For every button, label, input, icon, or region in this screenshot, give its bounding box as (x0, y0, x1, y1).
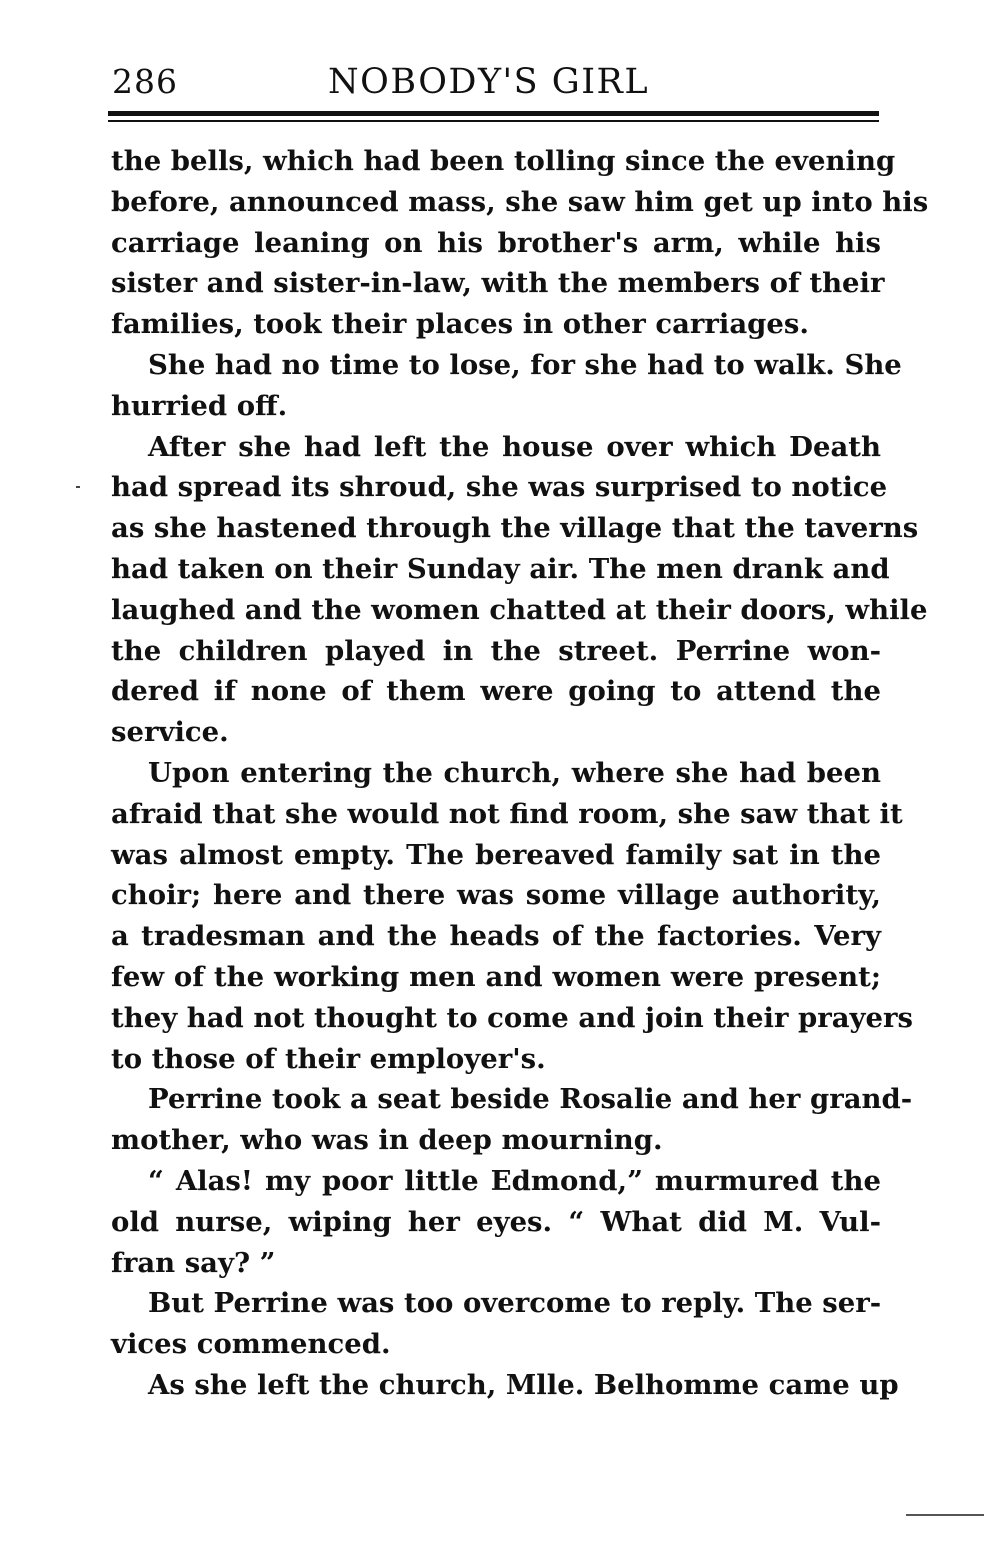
text-line: “ Alas! my poor little Edmond,” murmured the (148, 1164, 881, 1197)
text-line: the bells, which had been tolling since the evening (111, 145, 896, 177)
running-head-title: NOBODY'S GIRL (328, 62, 650, 102)
text-line: had taken on their Sunday air. The men drank and (111, 552, 890, 585)
text-line: had spread its shroud, she was surprised to notice (111, 471, 888, 504)
text-line: few of the working men and women were present; (111, 960, 881, 993)
text-line: dered if none of them were going to attend the (111, 675, 881, 708)
text-line: as she hastened through the village that the taverns (111, 512, 919, 545)
text-line: But Perrine was too overcome to reply. The ser- (148, 1287, 882, 1320)
text-line: choir; here and there was some village authority, (111, 879, 881, 912)
text-line: carriage leaning on his brother's arm, while his (111, 226, 881, 259)
text-line: before, announced mass, she saw him get up into his (111, 185, 929, 218)
text-line: afraid that she would not find room, she saw that it (111, 797, 903, 830)
page-number: 286 (112, 62, 178, 101)
text-line: She had no time to lose, for she had to walk. She (148, 348, 902, 381)
text-line: service. (111, 716, 229, 749)
text-line: a tradesman and the heads of the factories. Very (111, 920, 881, 953)
text-line: families, took their places in other carriages. (111, 308, 809, 341)
text-line: laughed and the women chatted at their doors, while (111, 593, 928, 626)
text-line: Perrine took a seat beside Rosalie and her grand- (148, 1083, 913, 1116)
text-line: As she left the church, Mlle. Belhomme came up (148, 1368, 899, 1401)
margin-speck (76, 486, 80, 488)
bottom-edge-mark (906, 1514, 984, 1516)
text-line: the children played in the street. Perrine won- (111, 634, 881, 667)
text-line: Upon entering the church, where she had been (148, 756, 881, 789)
text-line: sister and sister-in-law, with the members of their (111, 267, 885, 300)
body-text (111, 141, 929, 1406)
text-line: After she had left the house over which Death (148, 430, 881, 463)
text-line: mother, who was in deep mourning. (111, 1124, 663, 1157)
text-line: was almost empty. The bereaved family sat in the (111, 838, 881, 871)
text-line: fran say? ” (111, 1246, 276, 1279)
text-line: old nurse, wiping her eyes. “ What did M. Vul- (111, 1205, 881, 1238)
text-line: to those of their employer's. (111, 1042, 546, 1075)
text-line: hurried off. (111, 389, 288, 422)
page-header (110, 62, 880, 106)
header-rule-thin (108, 120, 879, 122)
text-line: vices commenced. (111, 1328, 391, 1361)
text-line: they had not thought to come and join their prayers (111, 1001, 913, 1034)
header-rule-thick (108, 111, 879, 116)
